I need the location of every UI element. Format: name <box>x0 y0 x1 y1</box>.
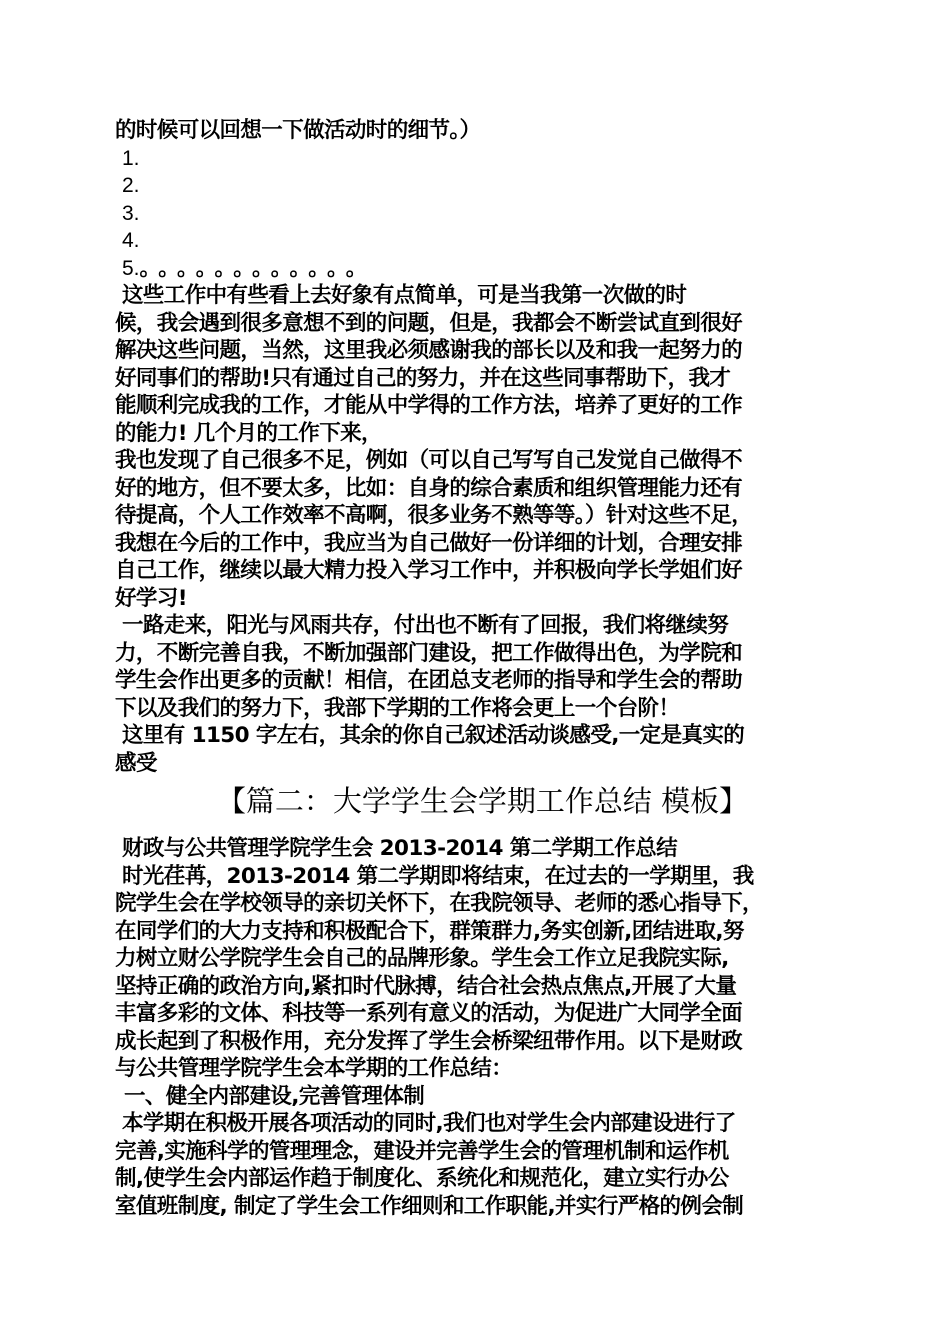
paragraph-line: 这些工作中有些看上去好象有点简单，可是当我第一次做的时 <box>122 283 687 308</box>
list-item-5 <box>115 255 850 283</box>
paragraph-line: 我也发现了自己很多不足，例如（可以自己写写自己发觉自己做得不 <box>115 448 743 473</box>
list-item-1: 1. <box>122 146 140 170</box>
paragraph-line: 下以及我们的努力下，我部下学期的工作将会更上一个台阶！ <box>115 695 680 721</box>
paragraph-line: 待提高，个人工作效率不高啊，很多业务不熟等等。）针对这些不足， <box>115 503 753 528</box>
paragraph-line: 的能力! 几个月的工作下来， <box>115 420 382 446</box>
paragraph-line: 院学生会在学校领导的亲切关怀下，在我院领导、老师的悉心指导下， <box>115 891 763 916</box>
paragraph-line: 解决这些问题，当然，这里我必须感谢我的部长以及和我一起努力的 <box>115 338 743 363</box>
section-heading: 一、健全内部建设,完善管理体制 <box>124 1083 425 1109</box>
paragraph-line: 自己工作，继续以最大精力投入学习工作中，并积极向学长学姐们好 <box>115 558 743 583</box>
paragraph-line: 坚持正确的政治方向,紧扣时代脉搏，结合社会热点焦点,开展了大量 <box>115 973 737 999</box>
section-title: 【篇二：大学学生会学期工作总结 模板】 <box>216 784 749 818</box>
doc-title: 财政与公共管理学院学生会 2013-2014 第二学期工作总结 <box>122 836 677 861</box>
paragraph-line: 力树立财公学院学生会自己的品牌形象。学生会工作立足我院实际, <box>115 946 729 971</box>
paragraph-line: 好学习! <box>115 585 187 611</box>
paragraph-line: 候，我会遇到很多意想不到的问题，但是，我都会不断尝试直到很好 <box>115 310 743 336</box>
paragraph-line: 制,使学生会内部运作趋于制度化、系统化和规范化，建立实行办公 <box>115 1166 729 1191</box>
list-item-4: 4. <box>122 229 140 252</box>
list-item-5-dots: 。。。。。。。。。。。。 <box>139 255 376 281</box>
paragraph-line: 好的地方，但不要太多，比如：自身的综合素质和组织管理能力还有 <box>115 475 743 501</box>
paragraph-line: 室值班制度, 制定了学生会工作细则和工作职能,并实行严格的例会制 <box>115 1193 744 1219</box>
paragraph-line: 这里有 1150 字左右，其余的你自己叙述活动谈感受,一定是真实的 <box>122 723 745 748</box>
paragraph-line: 我想在今后的工作中，我应当为自己做好一份详细的计划，合理安排 <box>115 530 743 556</box>
paragraph-line: 好同事们的帮助!只有通过自己的努力，并在这些同事帮助下，我才 <box>115 365 731 391</box>
paragraph-line: 力，不断完善自我，不断加强部门建设，把工作做得出色，为学院和 <box>115 640 743 666</box>
paragraph-line: 时光荏苒，2013-2014 第二学期即将结束，在过去的一学期里，我 <box>122 863 754 889</box>
paragraph-line: 感受 <box>115 750 157 776</box>
list-item-2: 2. <box>122 174 140 197</box>
intro-line: 的时候可以回想一下做活动时的细节。） <box>115 118 481 143</box>
paragraph-line: 丰富多彩的文体、科技等一系列有意义的活动，为促进广大同学全面 <box>115 1001 743 1026</box>
list-item-3: 3. <box>122 201 140 225</box>
paragraph-line: 成长起到了积极作用，充分发挥了学生会桥梁纽带作用。以下是财政 <box>115 1028 743 1054</box>
document-page <box>115 117 850 1220</box>
paragraph-line: 本学期在积极开展各项活动的同时,我们也对学生会内部建设进行了 <box>122 1111 736 1136</box>
paragraph-line: 一路走来，阳光与风雨共存，付出也不断有了回报，我们将继续努 <box>122 613 729 638</box>
paragraph-line: 完善,实施科学的管理理念，建设并完善学生会的管理机制和运作机 <box>115 1138 729 1164</box>
paragraph-line: 在同学们的大力支持和积极配合下，群策群力,务实创新,团结进取,努 <box>115 918 744 944</box>
list-item-5-number: 5. <box>122 256 140 280</box>
paragraph-line: 学生会作出更多的贡献！相信，在团总支老师的指导和学生会的帮助 <box>115 668 743 693</box>
paragraph-line: 能顺利完成我的工作，才能从中学得的工作方法，培养了更好的工作 <box>115 393 743 418</box>
paragraph-line: 与公共管理学院学生会本学期的工作总结： <box>115 1056 513 1081</box>
